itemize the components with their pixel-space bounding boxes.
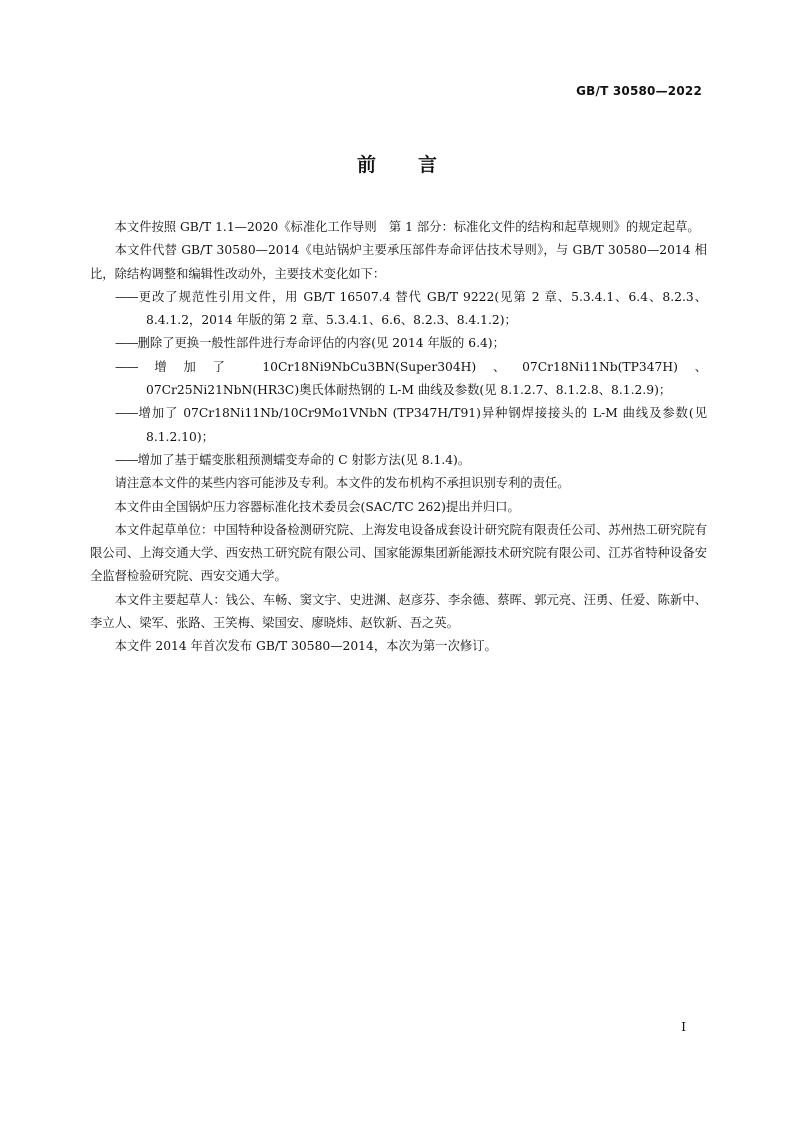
change-item-text: 更改了规范性引用文件，用 GB/T 16507.4 替代 GB/T 9222(见第 2 章、5.3.4.1、6.4、8.2.3、8.4.1.2，2014 年版的第 2 章、5.3.4.1、6.6、8.2.3、8.4.1.2)； [137,289,707,328]
paragraph-patent-notice: 请注意本文件的某些内容可能涉及专利。本文件的发布机构不承担识别专利的责任。 [114,476,570,491]
change-item [90,356,707,403]
change-item-text: 增加了 07Cr18Ni11Nb/10Cr9Mo1VNbN (TP347H/T91)异种钢焊接接头的 L-M 曲线及参数(见 8.1.2.10)； [137,406,707,444]
change-item [90,402,707,449]
change-item [90,286,707,333]
change-item [90,332,707,355]
title-char-2: 言 [418,154,438,176]
item-dash: —— [115,289,138,304]
paragraph-replacement: 本文件代替 GB/T 30580—2014《电站锅炉主要承压部件寿命评估技术导则》，与 GB/T 30580—2014 相比，除结构调整和编辑性改动外，主要技术变化如下： [90,243,707,281]
title-char-1: 前 [356,154,376,176]
change-item-text: 删除了更换一般性部件进行寿命评估的内容(见 2014 年版的 6.4)； [137,336,505,351]
paragraph-history: 本文件 2014 年首次发布 GB/T 30580—2014，本次为第一次修订。 [114,639,497,654]
paragraph-drafting-units: 本文件起草单位：中国特种设备检测研究院、上海发电设备成套设计研究院有限责任公司、苏州热工研究院有限公司、上海交通大学、西安热工研究院有限公司、国家能源集团新能源技术研究院有限公司、江苏省特种设备安全监督检验研究院、西安交通大学。 [90,522,707,584]
page-title [0,150,794,177]
standard-code: GB/T 30580—2022 [576,84,702,98]
foreword-body [90,216,707,659]
change-item-text: 增加了基于蠕变胀粗预测蠕变寿命的 C 射影方法(见 8.1.4)。 [137,452,471,467]
paragraph-proposer: 本文件由全国锅炉压力容器标准化技术委员会(SAC/TC 262)提出并归口。 [114,499,520,514]
item-dash: —— [115,359,138,374]
change-item [90,449,707,472]
paragraph-drafting-rules: 本文件按照 GB/T 1.1—2020《标准化工作导则 第 1 部分：标准化文件的结构和起草规则》的规定起草。 [114,220,700,234]
item-dash: —— [115,452,138,467]
change-item-text: 增加了 10Cr18Ni9NbCu3BN(Super304H)、07Cr18Ni11Nb(TP347H)、07Cr25Ni21NbN(HR3C)奥氏体耐热钢的 L-M 曲线及参数(见 8.1.2.7、8.1.2.8、8.1.2.9)； [137,359,707,398]
item-dash: —— [115,406,138,421]
item-dash: —— [115,336,138,351]
paragraph-drafters: 本文件主要起草人：钱公、车畅、窦文宇、史进渊、赵彦芬、李余德、蔡晖、郭元亮、汪勇、任爱、陈新中、李立人、梁军、张路、王笑梅、梁国安、廖晓炜、赵钦新、吾之英。 [90,592,707,631]
page-number: I [681,1020,686,1034]
